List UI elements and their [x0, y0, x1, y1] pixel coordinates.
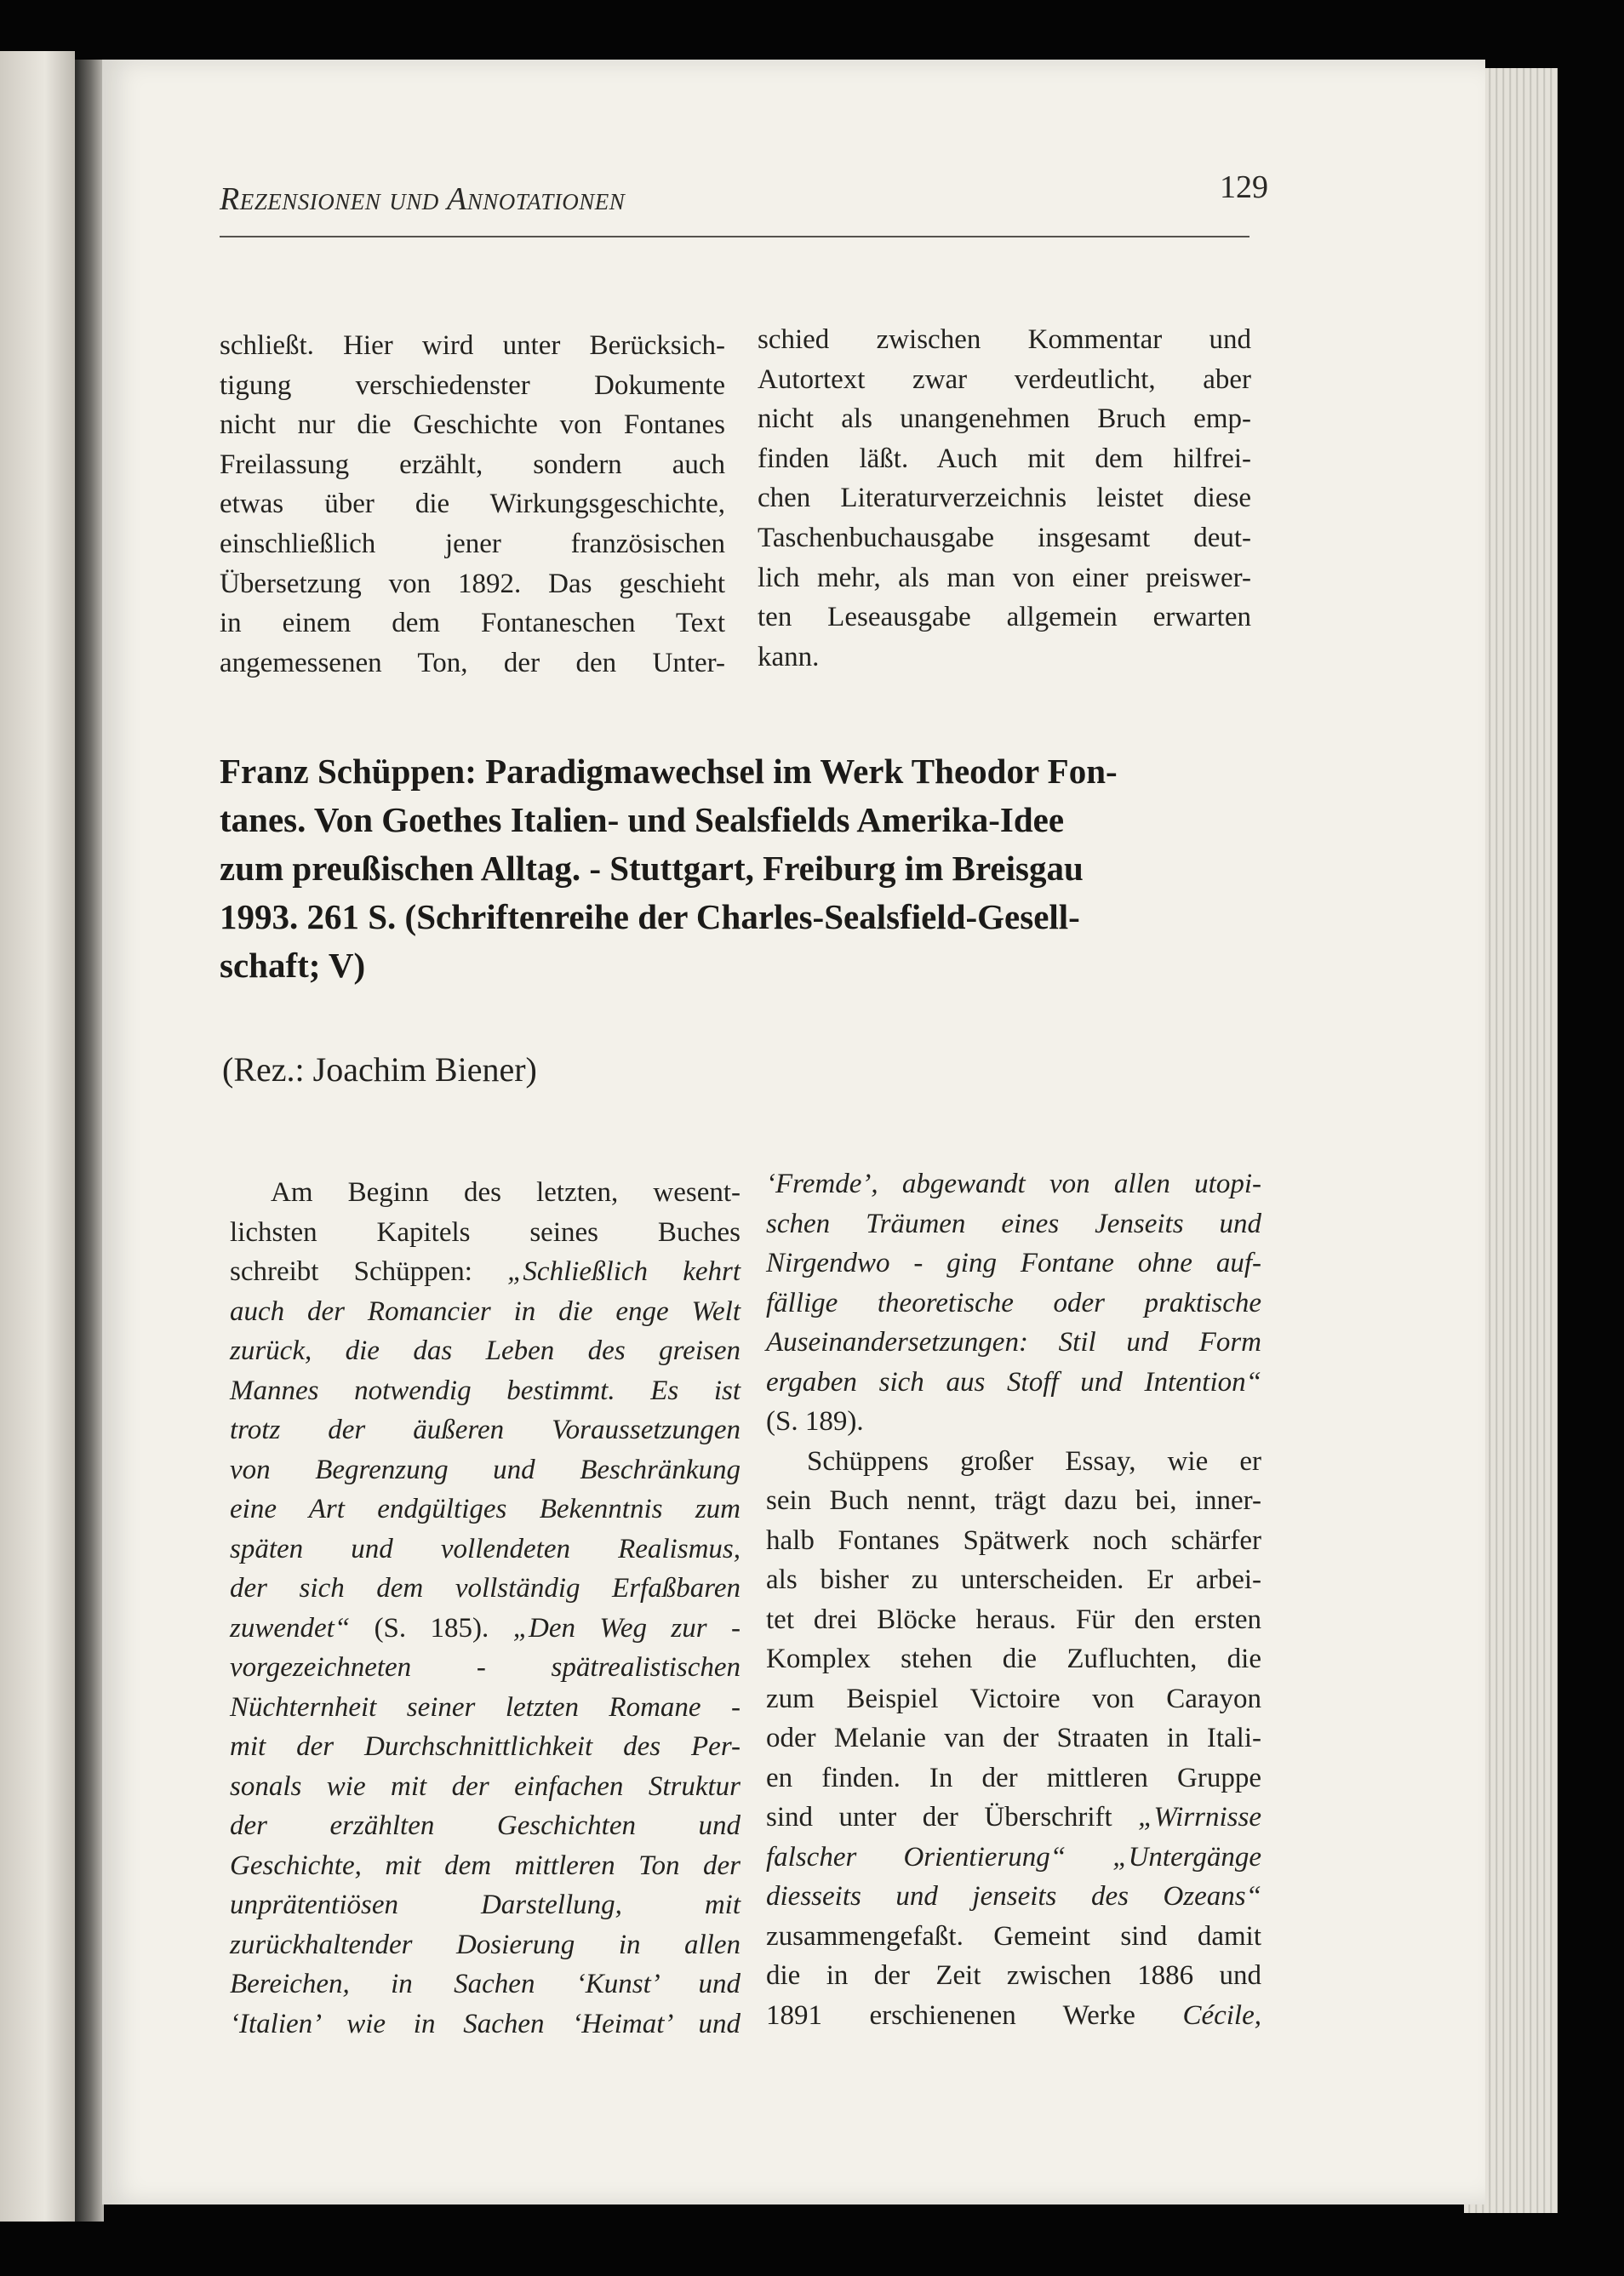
- text-segment: tet drei Blöcke heraus. Für den ersten: [766, 1604, 1261, 1635]
- text-line: Freilassung erzählt, sondern auch: [220, 449, 725, 480]
- text-line: [230, 1727, 741, 1767]
- text-line: [230, 1767, 741, 1807]
- text-segment: schen Träumen eines Jenseits und: [766, 1208, 1261, 1239]
- text-line: tigung verschiedenster Dokumente: [220, 369, 725, 401]
- text-line: [766, 1323, 1261, 1363]
- title-line: tanes. Von Goethes Italien- und Sealsfields Amerika-Idee: [220, 800, 1065, 839]
- text-line: Autortext zwar verdeutlicht, aber: [758, 363, 1251, 395]
- text-line: [766, 1956, 1261, 1996]
- text-line: [766, 1758, 1261, 1798]
- text-segment: späten und vollendeten Realismus,: [230, 1533, 741, 1564]
- text-line: [766, 1481, 1261, 1521]
- bottom-left-column: [230, 1173, 741, 2044]
- text-line: kann.: [758, 641, 820, 672]
- text-line: [230, 1173, 741, 1213]
- text-segment: „Schließlich kehrt: [507, 1256, 741, 1287]
- text-line: [230, 1252, 741, 1292]
- text-segment: von Begrenzung und Beschränkung: [230, 1454, 741, 1485]
- text-line: nicht als unangenehmen Bruch emp-: [758, 403, 1251, 435]
- text-line: [230, 1688, 741, 1728]
- text-line: [766, 1679, 1261, 1719]
- review-title: [220, 747, 1249, 990]
- text-line: [230, 1371, 741, 1411]
- left-page-edge: [0, 51, 75, 2222]
- text-segment: „Den Weg zur -: [512, 1612, 741, 1644]
- title-line: Franz Schüppen: Paradigmawechsel im Werk Theodor Fon-: [220, 752, 1118, 791]
- text-line: [230, 1569, 741, 1609]
- text-segment: trotz der äußeren Voraussetzungen: [230, 1415, 741, 1445]
- text-segment: ‘Italien’ wie in Sachen ‘Heimat’ und: [230, 2008, 741, 2039]
- text-segment: Nirgendwo - ging Fontane ohne auf-: [766, 1248, 1261, 1278]
- text-line: [230, 1410, 741, 1450]
- text-line: [230, 1806, 741, 1846]
- text-line: schließt. Hier wird unter Berücksich-: [220, 330, 725, 361]
- text-segment: 1891 erschienenen Werke: [766, 1999, 1183, 2031]
- text-line: schied zwischen Kommentar und: [758, 324, 1251, 355]
- text-segment: zurück, die das Leben des greisen: [230, 1335, 741, 1366]
- text-line: [766, 1718, 1261, 1758]
- header-rule: [220, 236, 1249, 237]
- bottom-right-column: [766, 1164, 1261, 2035]
- text-line: [230, 1450, 741, 1490]
- text-line: [766, 1996, 1261, 2036]
- text-line: [766, 1560, 1261, 1600]
- text-line: [766, 1442, 1261, 1482]
- text-segment: Nüchternheit seiner letzten Romane -: [230, 1691, 741, 1723]
- text-line: [230, 1331, 741, 1371]
- text-segment: en finden. In der mittleren Gruppe: [766, 1762, 1261, 1793]
- text-line: [766, 1917, 1261, 1957]
- text-line: nicht nur die Geschichte von Fontanes: [220, 409, 725, 441]
- text-line: angemessenen Ton, der den Unter-: [220, 647, 725, 678]
- text-segment: zum Beispiel Victoire von Carayon: [766, 1683, 1261, 1714]
- text-line: [766, 1363, 1261, 1403]
- text-line: [766, 1164, 1261, 1204]
- text-line: [230, 1846, 741, 1886]
- text-line: finden läßt. Auch mit dem hilfrei-: [758, 443, 1251, 474]
- text-line: etwas über die Wirkungsgeschichte,: [220, 489, 725, 520]
- text-line: lich mehr, als man von einer preiswer-: [758, 562, 1251, 593]
- text-segment: vorgezeichneten - spätrealistischen: [230, 1652, 741, 1683]
- text-line: [766, 1600, 1261, 1640]
- text-line: [766, 1204, 1261, 1244]
- title-line: zum preußischen Alltag. - Stuttgart, Freiburg im Breisgau: [220, 849, 1084, 888]
- text-segment: zusammengefaßt. Gemeint sind damit: [766, 1920, 1261, 1952]
- text-line: Übersetzung von 1892. Das geschieht: [220, 568, 725, 599]
- text-segment: ‘Fremde’, abgewandt von allen utopi-: [766, 1169, 1261, 1199]
- text-line: [230, 1213, 741, 1253]
- text-segment: die in der Zeit zwischen 1886 und: [766, 1960, 1261, 1991]
- text-line: [230, 1609, 741, 1649]
- text-segment: als bisher zu unterscheiden. Er arbei-: [766, 1564, 1261, 1595]
- text-segment: der sich dem vollständig Erfaßbaren: [230, 1573, 741, 1604]
- text-segment: oder Melanie van der Straaten in Itali-: [766, 1723, 1261, 1753]
- text-segment: Auseinandersetzungen: Stil und Form: [766, 1327, 1261, 1358]
- text-segment: (S. 185).: [350, 1612, 513, 1644]
- text-line: [766, 1521, 1261, 1561]
- text-segment: sind unter der Überschrift: [766, 1802, 1139, 1833]
- text-segment: der erzählten Geschichten und: [230, 1810, 741, 1841]
- gutter-shadow: [75, 60, 104, 2222]
- text-segment: eine Art endgültiges Bekenntnis zum: [230, 1494, 741, 1524]
- text-segment: schreibt Schüppen:: [230, 1256, 508, 1287]
- text-segment: fällige theoretische oder praktische: [766, 1287, 1261, 1318]
- text-segment: Geschichte, mit dem mittleren Ton der: [230, 1850, 741, 1881]
- text-segment: Mannes notwendig bestimmt. Es ist: [230, 1375, 741, 1406]
- text-segment: Am Beginn des letzten, wesent-: [271, 1177, 741, 1208]
- text-segment: zuwendet“: [230, 1612, 351, 1644]
- running-head: Rezensionen und Annotationen: [220, 181, 626, 217]
- text-line: [766, 1284, 1261, 1324]
- text-line: [230, 1530, 741, 1570]
- text-line: [230, 2004, 741, 2044]
- title-line: 1993. 261 S. (Schriftenreihe der Charles-Sealsfield-Gesell-: [220, 897, 1080, 936]
- text-segment: Komplex stehen die Zufluchten, die: [766, 1644, 1261, 1674]
- page-number: 129: [1220, 169, 1268, 205]
- text-line: [766, 1877, 1261, 1917]
- text-line: [766, 1639, 1261, 1679]
- text-segment: unprätentiösen Darstellung, mit: [230, 1890, 741, 1920]
- text-line: [230, 1885, 741, 1925]
- text-segment: mit der Durchschnittlichkeit des Per-: [230, 1731, 741, 1762]
- text-line: einschließlich jener französischen: [220, 528, 725, 559]
- text-line: chen Literaturverzeichnis leistet diese: [758, 483, 1251, 514]
- text-segment: (S. 189).: [766, 1406, 864, 1437]
- text-segment: sonals wie mit der einfachen Struktur: [230, 1770, 741, 1802]
- title-line: schaft; V): [220, 946, 366, 985]
- text-segment: diesseits und jenseits des Ozeans“: [766, 1881, 1261, 1912]
- text-line: [766, 1798, 1261, 1838]
- text-line: in einem dem Fontaneschen Text: [220, 608, 725, 639]
- text-segment: falscher Orientierung“ „Untergänge: [766, 1841, 1261, 1873]
- reviewer-credit: (Rez.: Joachim Biener): [222, 1050, 537, 1089]
- text-segment: ergaben sich aus Stoff und Intention“: [766, 1366, 1261, 1398]
- text-segment: halb Fontanes Spätwerk noch schärfer: [766, 1524, 1261, 1556]
- text-line: [766, 1244, 1261, 1284]
- text-segment: lichsten Kapitels seines Buches: [230, 1216, 741, 1248]
- text-segment: zurückhaltender Dosierung in allen: [230, 1929, 741, 1960]
- text-line: ten Leseausgabe allgemein erwarten: [758, 602, 1251, 633]
- text-line: [230, 1292, 741, 1332]
- text-line: [230, 1648, 741, 1688]
- top-right-column: [758, 320, 1251, 677]
- text-segment: Bereichen, in Sachen ‘Kunst’ und: [230, 1969, 741, 1999]
- text-segment: auch der Romancier in die enge Welt: [230, 1295, 741, 1327]
- text-segment: „Wirrnisse: [1138, 1802, 1261, 1833]
- text-line: [230, 1964, 741, 2004]
- text-line: [766, 1838, 1261, 1878]
- book-page: [102, 60, 1485, 2205]
- top-left-column: [220, 326, 725, 683]
- text-line: [766, 1402, 1261, 1442]
- text-segment: Cécile,: [1182, 1999, 1261, 2031]
- text-line: [230, 1490, 741, 1530]
- text-segment: sein Buch nennt, trägt dazu bei, inner-: [766, 1485, 1261, 1516]
- text-line: [230, 1925, 741, 1965]
- text-segment: Schüppens großer Essay, wie er: [807, 1445, 1261, 1477]
- text-line: Taschenbuchausgabe insgesamt deut-: [758, 522, 1251, 553]
